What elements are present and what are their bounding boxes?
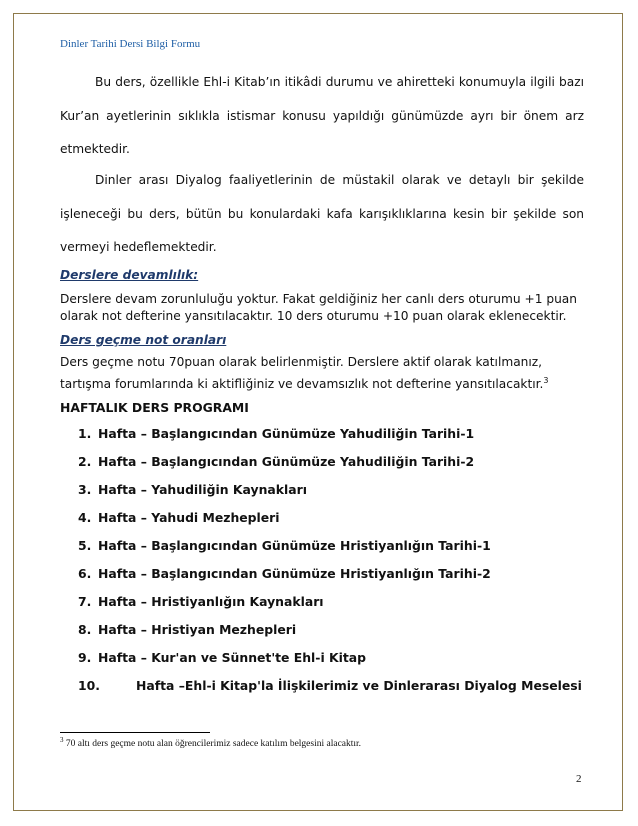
- weekly-program-title: HAFTALIK DERS PROGRAMI: [60, 400, 249, 415]
- weekly-program-item: [78, 454, 474, 469]
- weekly-program-item-number: 8.: [78, 622, 92, 637]
- intro-paragraph-1: [60, 66, 584, 167]
- weekly-program-item-number: 3.: [78, 482, 92, 497]
- weekly-program-item: [78, 426, 474, 441]
- weekly-program-item-text: Hafta – Yahudi Mezhepleri: [98, 510, 280, 525]
- grading-body-text: Ders geçme notu 70puan olarak belirlenmiştir. Derslere aktif olarak katılmanız, tartışma forumlarında ki aktifliğiniz ve devamsızlık not defterine yansıtılacaktır.: [60, 355, 544, 391]
- weekly-program-item: [78, 566, 491, 581]
- weekly-program-item-number: 4.: [78, 510, 92, 525]
- weekly-program-item-text: Hafta – Yahudiliğin Kaynakları: [98, 482, 307, 497]
- weekly-program-item: [78, 678, 582, 693]
- intro-paragraph-2: [60, 164, 584, 265]
- document-header-title: Dinler Tarihi Dersi Bilgi Formu: [60, 38, 201, 50]
- footnote-separator: [60, 732, 210, 733]
- footnote-text: 70 altı ders geçme notu alan öğrencilerimiz sadece katılım belgesini alacaktır.: [63, 739, 362, 749]
- weekly-program-item-text: Hafta –Ehl-i Kitap'la İlişkilerimiz ve Dinlerarası Diyalog Meselesi: [136, 678, 582, 693]
- intro-paragraph-2-text: Dinler arası Diyalog faaliyetlerinin de müstakil olarak ve detaylı bir şekilde işleneceği bu ders, bütün bu konulardaki kafa karışıklıklarına kesin bir şekilde son vermeyi hedeflemektedir.: [60, 173, 584, 254]
- footnote: [60, 735, 362, 749]
- weekly-program-item: [78, 538, 491, 553]
- intro-paragraph-1-text: Bu ders, özellikle Ehl-i Kitab’ın itikâdi durumu ve ahiretteki konumuyla ilgili bazı Kur’an ayetlerinin sıklıkla istismar konusu yapıldığı günümüzde ayrı bir önem arz etmektedir.: [60, 75, 584, 156]
- grading-body: [60, 351, 584, 395]
- weekly-program-item-text: Hafta – Başlangıcından Günümüze Hristiyanlığın Tarihi-2: [98, 566, 491, 581]
- weekly-program-item-number: 5.: [78, 538, 92, 553]
- weekly-program-item-number: 6.: [78, 566, 92, 581]
- weekly-program-item-number: 7.: [78, 594, 92, 609]
- footnote-number: 3: [60, 735, 64, 744]
- weekly-program-item-text: Hafta – Hristiyan Mezhepleri: [98, 622, 297, 637]
- attendance-body: Derslere devam zorunluluğu yoktur. Fakat geldiğiniz her canlı ders oturumu +1 puan olarak not defterine yansıtılacaktır. 10 ders oturumu +10 puan olarak eklenecektir.: [60, 292, 577, 323]
- footnote-reference[interactable]: 3: [543, 375, 549, 385]
- weekly-program-item-number: 10.: [78, 678, 100, 693]
- attendance-heading: Derslere devamlılık:: [60, 268, 199, 282]
- weekly-program-item: [78, 594, 324, 609]
- weekly-program-item-text: Hafta – Başlangıcından Günümüze Hristiyanlığın Tarihi-1: [98, 538, 491, 553]
- weekly-program-item: [78, 650, 366, 665]
- weekly-program-item: [78, 510, 280, 525]
- weekly-program-item: [78, 622, 296, 637]
- page-number: 2: [576, 773, 582, 785]
- weekly-program-item-text: Hafta – Kur'an ve Sünnet'te Ehl-i Kitap: [98, 650, 367, 665]
- weekly-program-item-text: Hafta – Başlangıcından Günümüze Yahudiliğin Tarihi-2: [98, 454, 475, 469]
- weekly-program-item-number: 1.: [78, 426, 92, 441]
- weekly-program-item-number: 9.: [78, 650, 92, 665]
- weekly-program-item: [78, 482, 307, 497]
- weekly-program-item-number: 2.: [78, 454, 92, 469]
- weekly-program-item-text: Hafta – Başlangıcından Günümüze Yahudiliğin Tarihi-1: [98, 426, 475, 441]
- grading-heading: Ders geçme not oranları: [60, 333, 227, 347]
- weekly-program-item-text: Hafta – Hristiyanlığın Kaynakları: [98, 594, 324, 609]
